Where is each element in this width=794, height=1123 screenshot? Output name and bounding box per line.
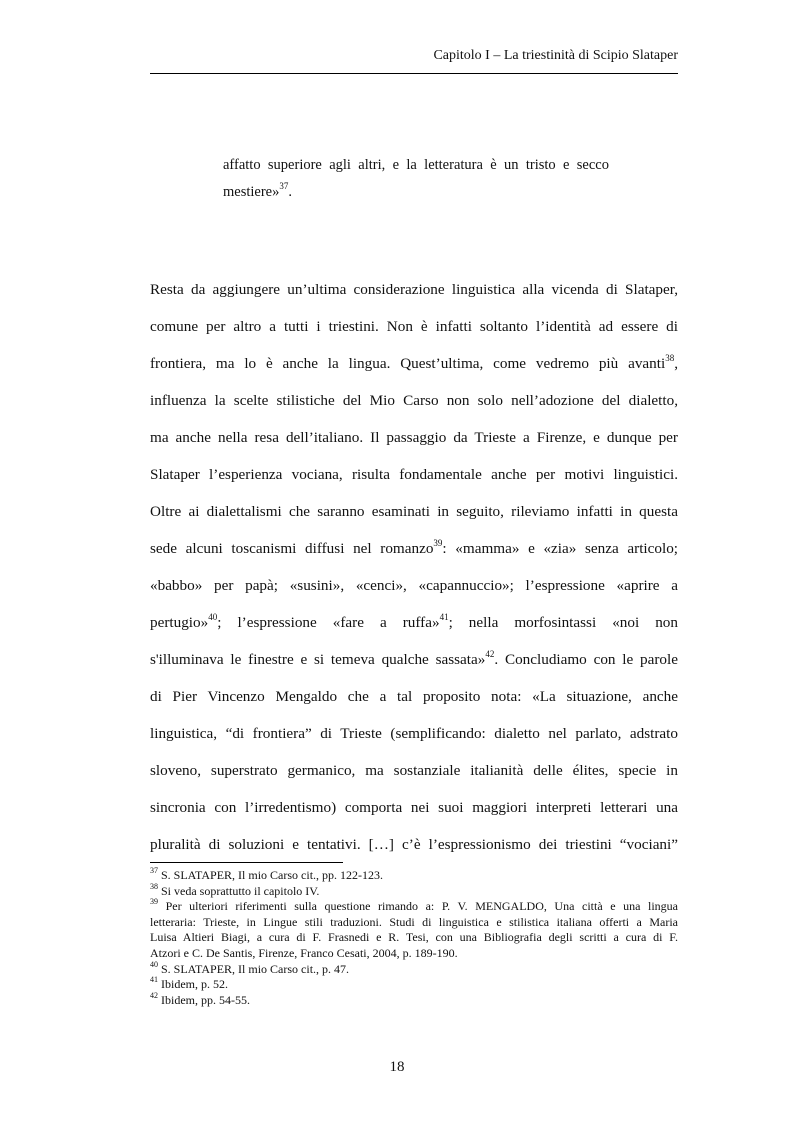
footnote-39 <box>150 899 678 961</box>
footnotes <box>150 868 678 1008</box>
text-line <box>150 349 678 386</box>
footnote-text: Ibidem, pp. 54-55. <box>161 992 250 1007</box>
footnote-number: 40 <box>150 959 158 969</box>
text-run: s'illuminava le finestre e si temeva qualche sassata» <box>150 651 486 668</box>
text-line: sloveno, superstrato germanico, ma sostanziale italianità delle élites, specie in <box>150 762 678 779</box>
footnote-number: 39 <box>150 897 158 907</box>
text-run: : «mamma» e «zia» senza articolo; <box>442 540 679 557</box>
text-line: ma anche nella resa dell’italiano. Il passaggio da Trieste a Firenze, e dunque per <box>150 429 678 446</box>
text-line: sincronia con l’irredentismo) comporta nei suoi maggiori interpreti letterari una <box>150 799 678 816</box>
footnote-number: 42 <box>150 990 158 1000</box>
text-line: «babbo» per papà; «susini», «cenci», «capannuccio»; l’espressione «aprire a <box>150 577 678 594</box>
footnote-42 <box>150 990 678 1009</box>
quote-text: . <box>288 184 292 200</box>
footnote-number: 41 <box>150 975 158 985</box>
text-run: sede alcuni toscanismi diffusi nel romanzo <box>150 540 434 557</box>
footnote-ref[interactable]: 39 <box>433 537 443 548</box>
footnote-ref[interactable]: 41 <box>439 611 449 622</box>
text-line: di Pier Vincenzo Mengaldo che a tal proposito nota: «La situazione, anche <box>150 688 678 705</box>
body-paragraph <box>150 275 678 867</box>
footnote-rule <box>150 862 343 863</box>
footnote-line: Luisa Altieri Biagi, a cura di F. Frasnedi e R. Tesi, con una Bibliografia degli scritti a cura di F. <box>150 930 678 945</box>
text-line <box>150 534 678 571</box>
text-line: Resta da aggiungere un’ultima considerazione linguistica alla vicenda di Slataper, <box>150 281 678 298</box>
footnote-ref[interactable]: 42 <box>485 648 495 659</box>
text-line: linguistica, “di frontiera” di Trieste (semplificando: dialetto nel parlato, adstrato <box>150 725 678 742</box>
text-run: frontiera, ma lo è anche la lingua. Quest’ultima, come vedremo più avanti <box>150 355 666 372</box>
footnote-text: Si veda soprattutto il capitolo IV. <box>161 883 320 898</box>
footnote-41 <box>150 977 678 993</box>
header-rule <box>150 73 678 74</box>
footnote-number: 38 <box>150 881 158 891</box>
block-quote <box>223 152 609 206</box>
footnote-37 <box>150 868 678 884</box>
text-run: , <box>674 355 678 372</box>
footnote-ref[interactable]: 38 <box>665 352 675 363</box>
text-line: Oltre ai dialettalismi che saranno esaminati in seguito, rileviamo infatti in questa <box>150 503 678 520</box>
text-line: influenza la scelte stilistiche del Mio Carso non solo nell’adozione del dialetto, <box>150 392 678 409</box>
footnote-ref[interactable]: 37 <box>279 181 289 192</box>
footnote-40 <box>150 959 678 978</box>
text-run: ; l’espressione «fare a ruffa» <box>217 614 440 631</box>
footnote-text: Ibidem, p. 52. <box>161 977 228 992</box>
quote-text: mestiere» <box>223 184 280 200</box>
text-line: comune per altro a tutti i triestini. Non è infatti soltanto l’identità ad essere di <box>150 318 678 335</box>
quote-line: affatto superiore agli altri, e la letteratura è un tristo e secco <box>223 157 609 173</box>
footnote-ref[interactable]: 40 <box>208 611 218 622</box>
footnote-text: Per ulteriori riferimenti sulla questione rimando a: P. V. MENGALDO, Una città e una lingua <box>165 899 679 914</box>
text-line <box>150 608 678 645</box>
footnote-number: 37 <box>150 866 158 875</box>
footnote-text: S. SLATAPER, Il mio Carso cit., p. 47. <box>161 961 350 976</box>
quote-line <box>223 179 609 206</box>
footnote-38 <box>150 881 678 900</box>
text-run: ; nella morfosintassi «noi non <box>448 614 678 631</box>
text-run: . Concludiamo con le parole <box>494 651 678 668</box>
footnote-text: S. SLATAPER, Il mio Carso cit., pp. 122-123. <box>161 868 384 882</box>
footnote-line <box>150 899 678 915</box>
page-number: 18 <box>389 1059 405 1075</box>
running-header: Capitolo I – La triestinità di Scipio Slataper <box>433 48 678 63</box>
text-line: Slataper l’esperienza vociana, risulta fondamentale anche per motivi linguistici. <box>150 466 678 483</box>
text-line: pluralità di soluzioni e tentativi. […] c’è l’espressionismo dei triestini “vociani” <box>150 836 678 853</box>
footnote-line: Atzori e C. De Santis, Firenze, Franco Cesati, 2004, p. 189-190. <box>150 945 458 960</box>
text-line <box>150 645 678 682</box>
footnote-line: letteraria: Trieste, in Lingue stili traduzioni. Studi di linguistica e stilistica italiana offerti a Maria <box>150 914 678 929</box>
text-run: pertugio» <box>150 614 209 631</box>
